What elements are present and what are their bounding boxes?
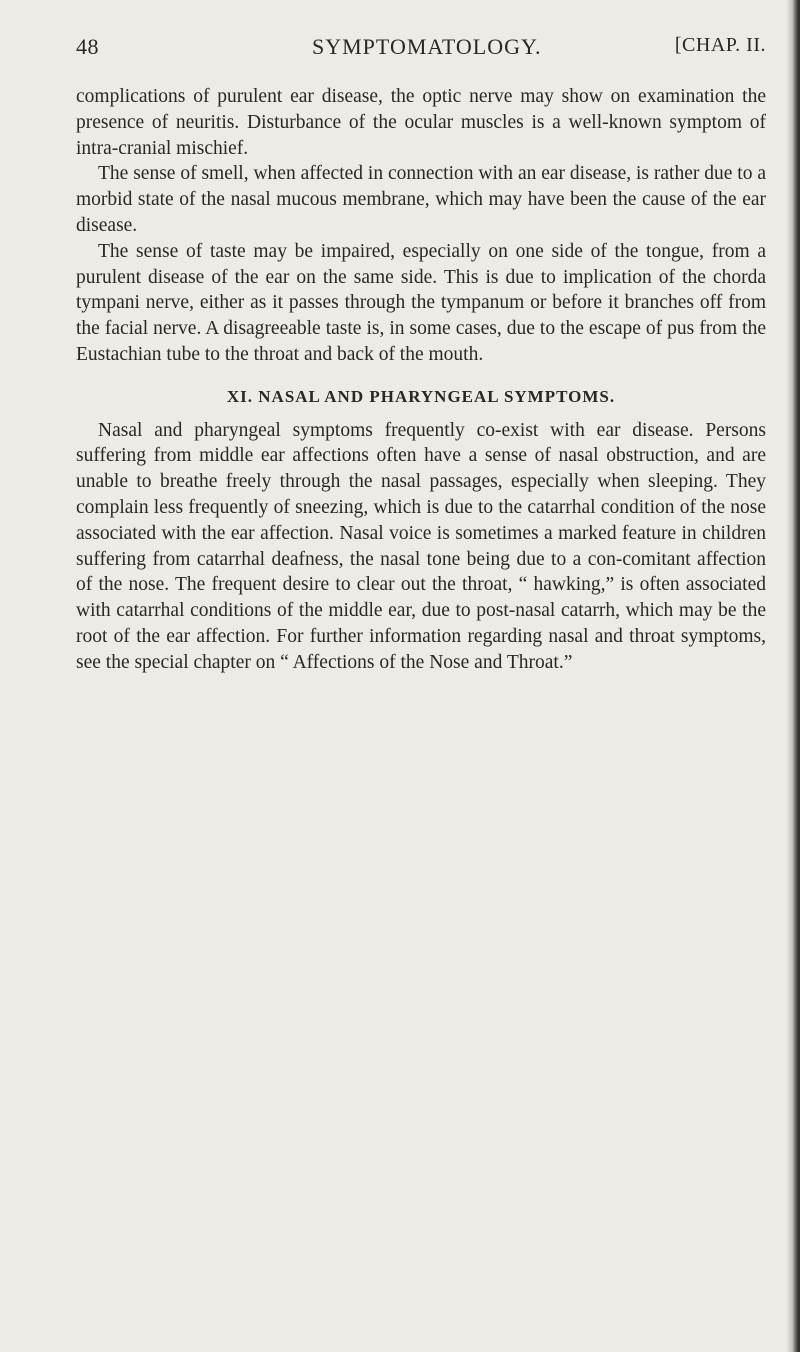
body-text [76, 84, 766, 676]
paragraph-taste: The sense of taste may be impaired, especially on one side of the tongue, from a purulent disease of the ear on the same side. This is due to implication of the chorda tympani nerve, either as it passes through the tympanum or before it branches off from the facial nerve. A disagreeable taste is, in some cases, due to the escape of pus from the Eustachian tube to the throat and back of the mouth. [76, 240, 766, 365]
page-edge-shadow [786, 0, 800, 1352]
paragraph-smell: The sense of smell, when affected in connection with an ear disease, is rather due to a morbid state of the nasal mucous membrane, which may have been the cause of the ear disease. [76, 163, 766, 236]
running-header [76, 34, 766, 64]
paragraph-complications: complications of purulent ear disease, the optic nerve may show on examination the presence of neuritis. Disturbance of the ocular muscles is a well-known symptom of intra-cranial mischief. [76, 86, 766, 159]
page-number: 48 [76, 34, 99, 59]
running-title: SYMPTOMATOLOGY. [312, 34, 542, 59]
paragraph-nasal-pharyngeal: Nasal and pharyngeal symptoms frequently co-exist with ear disease. Persons suffering from middle ear affections often have a sense of nasal obstruction, and are unable to breathe freely through the nasal passages, especially when sleeping. They complain less frequently of sneezing, which is due to the catarrhal condition of the nose associated with the ear affection. Nasal voice is sometimes a marked feature in children suffering from catarrhal deafness, the nasal tone being due to a con-comitant affection of the nose. The frequent desire to clear out the throat, “ hawking,” is often associated with catarrhal conditions of the middle ear, due to post-nasal catarrh, which may be the root of the ear affection. For further information regarding nasal and throat symptoms, see the special chapter on “ Affections of the Nose and Throat.” [76, 419, 766, 673]
chapter-mark: [CHAP. II. [674, 34, 766, 56]
section-heading: XI. NASAL AND PHARYNGEAL SYMPTOMS. [226, 386, 616, 406]
